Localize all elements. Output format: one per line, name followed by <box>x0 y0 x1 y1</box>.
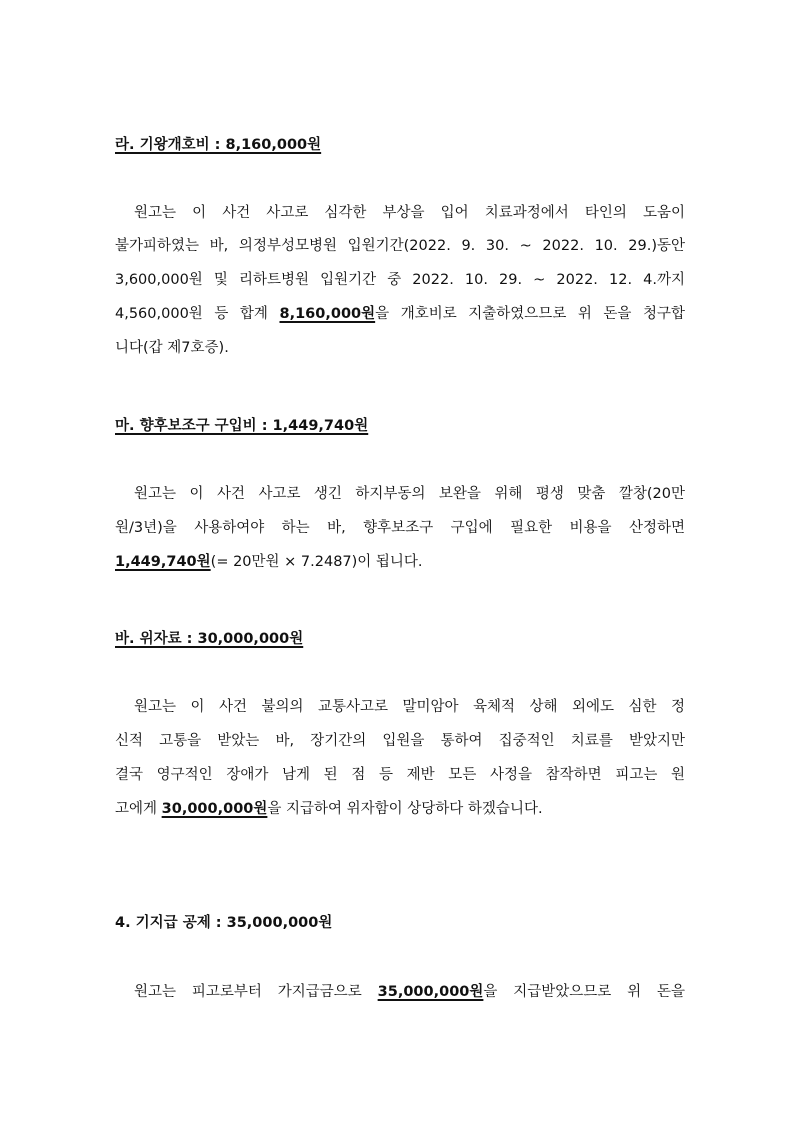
paragraph-line: 원고는 이 사건 사고로 심각한 부상을 입어 치료과정에서 타인의 도움이 <box>134 205 685 221</box>
paragraph-line: 3,600,000원 및 리하트병원 입원기간 중 2022. 10. 29. ~ 2022. 12. 4.까지 <box>115 272 685 288</box>
paragraph-line: 원고는 이 사건 사고로 생긴 하지부동의 보완을 위해 평생 맞춤 깔창(20만 <box>134 486 685 502</box>
paragraph-line: 4,560,000원 등 합계 8,160,000원을 개호비로 지출하였으므로 위 돈을 청구합 <box>115 306 686 322</box>
section-heading-consolation-money: 바. 위자료 : 30,000,000원 <box>115 631 304 647</box>
emphasized-amount: 35,000,000원 <box>377 984 484 1000</box>
paragraph-line: 원/3년)을 사용하여야 하는 바, 향후보조구 구입에 필요한 비용을 산정하면 <box>115 520 685 536</box>
paragraph-line: 신적 고통을 받았는 바, 장기간의 입원을 통하여 집중적인 치료를 받았지만 <box>115 733 685 749</box>
paragraph-line: 결국 영구적인 장애가 남게 된 점 등 제반 모든 사정을 참작하면 피고는 원 <box>115 767 685 783</box>
emphasized-amount: 1,449,740원 <box>115 554 211 570</box>
section-heading-nursing-cost: 라. 기왕개호비 : 8,160,000원 <box>115 137 322 153</box>
emphasized-amount: 30,000,000원 <box>161 801 268 817</box>
section-heading-assistive-device-cost: 마. 향후보조구 구입비 : 1,449,740원 <box>115 418 369 434</box>
paragraph-line: 불가피하였는 바, 의정부성모병원 입원기간(2022. 9. 30. ~ 2022. 10. 29.)동안 <box>115 238 685 254</box>
paragraph-line: 원고는 이 사건 불의의 교통사고로 말미암아 육체적 상해 외에도 심한 정 <box>134 699 685 715</box>
paragraph-line: 니다(갑 제7호증). <box>115 340 229 356</box>
paragraph-line: 원고는 피고로부터 가지급금으로 35,000,000원을 지급받았으므로 위 돈을 <box>134 984 685 1000</box>
section-heading-advance-payment-deduction: 4. 기지급 공제 : 35,000,000원 <box>115 915 333 931</box>
paragraph-line: 고에게 30,000,000원을 지급하여 위자함이 상당하다 하겠습니다. <box>115 801 543 817</box>
paragraph-line: 1,449,740원(= 20만원 × 7.2487)이 됩니다. <box>115 554 423 570</box>
emphasized-amount: 8,160,000원 <box>279 306 376 322</box>
